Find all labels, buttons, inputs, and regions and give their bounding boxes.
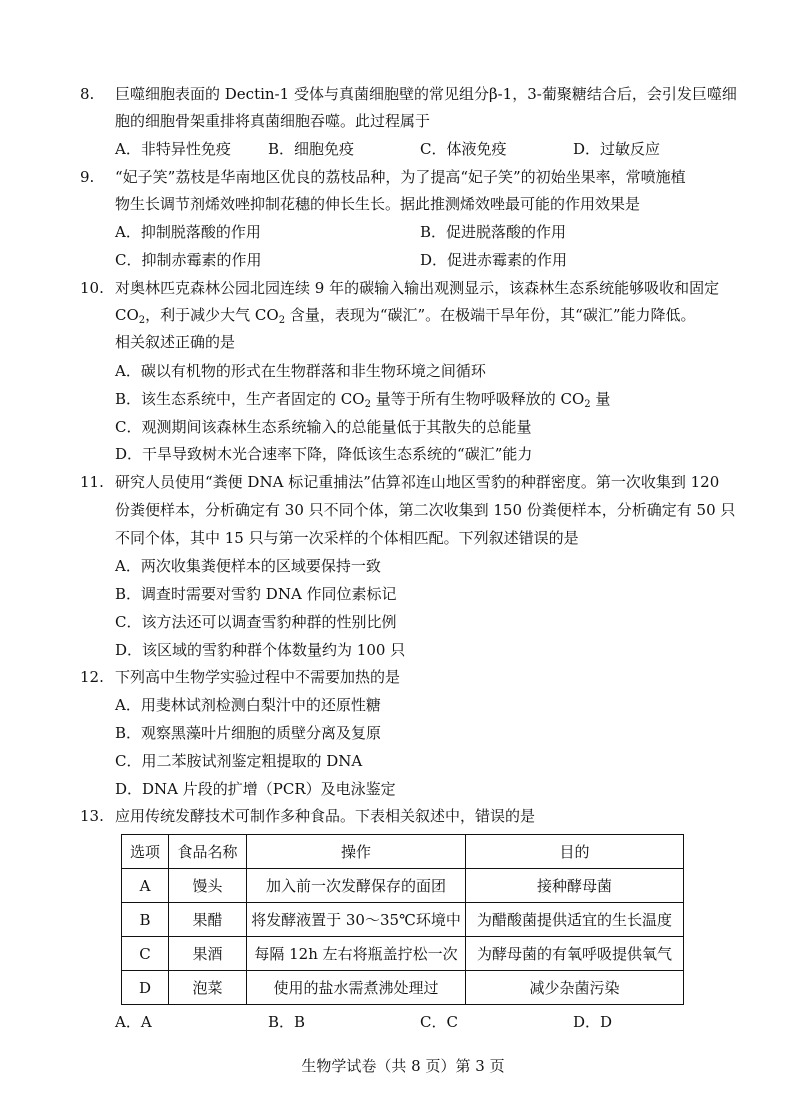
- table-cell: 加入前一次发酵保存的面团: [247, 869, 466, 903]
- option-d: D．干旱导致树木光合速率下降，降低该生态系统的“碳汇”能力: [115, 445, 533, 463]
- fermentation-table: [121, 834, 684, 1005]
- table-cell: 果酒: [169, 937, 247, 971]
- option-a: A．用斐林试剂检测白梨汁中的还原性糖: [115, 696, 381, 714]
- option-a: A．碳以有机物的形式在生物群落和非生物环境之间循环: [115, 362, 486, 380]
- table-row: [122, 869, 684, 903]
- table-cell: 馒头: [169, 869, 247, 903]
- column-header: 目的: [466, 835, 684, 869]
- table-cell: 泡菜: [169, 971, 247, 1005]
- option-a: A．抑制脱落酸的作用: [115, 223, 261, 241]
- column-header: 食品名称: [169, 835, 247, 869]
- option-c: C．观测期间该森林生态系统输入的总能量低于其散失的总能量: [115, 418, 532, 436]
- question-number: 9.: [80, 168, 95, 186]
- option-c: C．用二苯胺试剂鉴定粗提取的 DNA: [115, 752, 363, 770]
- table-row: [122, 971, 684, 1005]
- question-text: 相关叙述正确的是: [115, 333, 236, 351]
- question-text: 对奥林匹克森林公园北园连续 9 年的碳输入输出观测显示，该森林生态系统能够吸收和固定: [115, 279, 720, 297]
- option-c: C．抑制赤霉素的作用: [115, 251, 262, 269]
- table-cell: A: [122, 869, 169, 903]
- option-c: C．该方法还可以调查雪豹种群的性别比例: [115, 613, 397, 631]
- table-cell: 果醋: [169, 903, 247, 937]
- column-header: 操作: [247, 835, 466, 869]
- option-d: D．D: [573, 1013, 613, 1031]
- table-cell: 将发酵液置于 30～35℃环境中: [247, 903, 466, 937]
- question-text: 下列高中生物学实验过程中不需要加热的是: [115, 668, 401, 686]
- table-cell: 为醋酸菌提供适宜的生长温度: [466, 903, 684, 937]
- table-cell: B: [122, 903, 169, 937]
- table-row: [122, 937, 684, 971]
- option-b: B．促进脱落酸的作用: [420, 223, 567, 241]
- option-c: C．C: [420, 1013, 458, 1031]
- table-cell: 每隔 12h 左右将瓶盖拧松一次: [247, 937, 466, 971]
- question-text: “妃子笑”荔枝是华南地区优良的荔枝品种，为了提高“妃子笑”的初始坐果率，常喷施植: [115, 168, 686, 186]
- table-cell: 减少杂菌污染: [466, 971, 684, 1005]
- option-a: A．两次收集粪便样本的区域要保持一致: [115, 557, 381, 575]
- question-text: 物生长调节剂烯效唑抑制花穗的伸长生长。据此推测烯效唑最可能的作用效果是: [115, 195, 641, 213]
- question-number: 11.: [80, 473, 104, 491]
- question-number: 8.: [80, 85, 95, 103]
- question-number: 10.: [80, 279, 104, 297]
- option-b: B．该生态系统中，生产者固定的 $CO_2$ 量等于所有生物呼吸释放的 $CO_2$ 量: [115, 390, 611, 410]
- option-b: B．观察黑藻叶片细胞的质壁分离及复原: [115, 724, 382, 742]
- option-d: D．促进赤霉素的作用: [420, 251, 568, 269]
- option-d: D．该区域的雪豹种群个体数量约为 100 只: [115, 641, 406, 659]
- table-cell: C: [122, 937, 169, 971]
- page-footer: 生物学试卷（共 8 页）第 3 页: [301, 1057, 505, 1075]
- table-row: [122, 903, 684, 937]
- question-text: 不同个体，其中 15 只与第一次采样的个体相匹配。下列叙述错误的是: [115, 529, 579, 547]
- table-header-row: [122, 835, 684, 869]
- question-text: 巨噬细胞表面的 Dectin-1 受体与真菌细胞壁的常见组分β-1，3-葡聚糖结合后，会引发巨噬细: [115, 85, 737, 103]
- option-d: D．过敏反应: [573, 140, 661, 158]
- question-text: 研究人员使用“粪便 DNA 标记重捕法”估算祁连山地区雪豹的种群密度。第一次收集到 120: [115, 473, 720, 491]
- question-number: 12.: [80, 668, 104, 686]
- question-number: 13.: [80, 807, 104, 825]
- table-cell: 使用的盐水需煮沸处理过: [247, 971, 466, 1005]
- option-b: B．细胞免疫: [268, 140, 355, 158]
- table-cell: 接种酵母菌: [466, 869, 684, 903]
- option-c: C．体液免疫: [420, 140, 507, 158]
- question-text: 胞的细胞骨架重排将真菌细胞吞噬。此过程属于: [115, 112, 431, 130]
- question-text: 应用传统发酵技术可制作多种食品。下表相关叙述中，错误的是: [115, 807, 536, 825]
- option-b: B．调查时需要对雪豹 DNA 作同位素标记: [115, 585, 397, 603]
- column-header: 选项: [122, 835, 169, 869]
- option-a: A．A: [115, 1013, 152, 1031]
- option-a: A．非特异性免疫: [115, 140, 231, 158]
- question-text: 份粪便样本，分析确定有 30 只不同个体，第二次收集到 150 份粪便样本，分析确定有 50 只: [115, 501, 736, 519]
- table-cell: 为酵母菌的有氧呼吸提供氧气: [466, 937, 684, 971]
- option-b: B．B: [268, 1013, 306, 1031]
- table-cell: D: [122, 971, 169, 1005]
- question-text: $CO_2$，利于减少大气 $CO_2$ 含量，表现为“碳汇”。在极端干旱年份，其“碳汇”能力降低。: [115, 306, 696, 326]
- option-d: D．DNA 片段的扩增（PCR）及电泳鉴定: [115, 780, 396, 798]
